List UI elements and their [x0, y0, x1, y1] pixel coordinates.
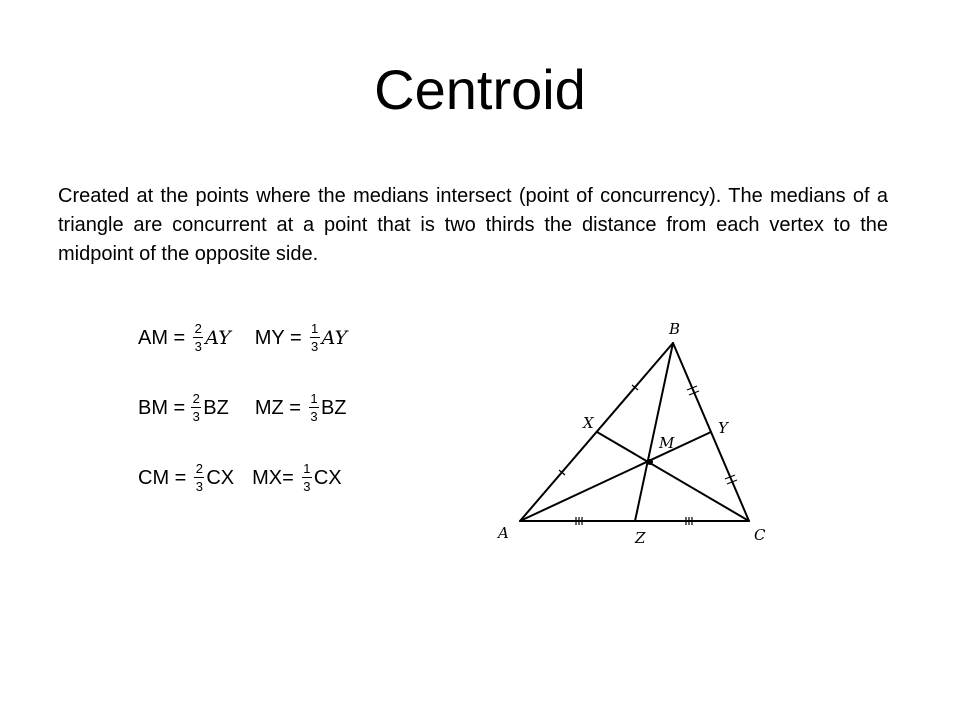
fraction-numerator: 2	[194, 321, 202, 336]
label-a: A	[498, 524, 509, 542]
fraction-numerator: 1	[311, 321, 319, 336]
formula-cm-lhs: CM =	[138, 466, 187, 489]
slide-title: Centroid	[374, 58, 586, 121]
fraction-denominator: 3	[194, 339, 202, 354]
formula-my-lhs: MY =	[254, 326, 302, 349]
formula-row-cm-mx	[138, 456, 342, 500]
formula-mz-lhs: MZ =	[254, 396, 301, 419]
fraction-two-thirds	[193, 322, 203, 354]
label-m: M	[659, 434, 675, 452]
median-bz	[635, 343, 673, 521]
label-y: Y	[718, 419, 728, 437]
fraction-numerator: 2	[192, 391, 200, 406]
label-b: B	[669, 320, 681, 338]
formula-mz-rhs: BZ	[320, 396, 347, 419]
label-c: C	[754, 526, 766, 544]
formula-bm-rhs: BZ	[203, 396, 229, 419]
formula-mx-lhs: MX=	[252, 466, 294, 489]
formula-bm-lhs: BM =	[138, 396, 186, 419]
fraction-two-thirds	[194, 462, 204, 494]
formula-cm-rhs: CX	[206, 466, 235, 489]
fraction-two-thirds	[191, 392, 201, 424]
fraction-one-third	[309, 392, 319, 424]
fraction-denominator: 3	[310, 409, 318, 424]
label-x: X	[583, 414, 594, 432]
formula-my-rhs: AY	[321, 327, 348, 349]
centroid-point	[647, 459, 653, 465]
fraction-numerator: 1	[303, 461, 311, 476]
formula-am-rhs: AY	[205, 327, 231, 349]
fraction-one-third	[310, 322, 320, 354]
fraction-denominator: 3	[192, 409, 200, 424]
fraction-numerator: 1	[310, 391, 318, 406]
centroid-description: Created at the points where the medians intersect (point of concurrency). The medians of a triangle are concurrent at a point that is two thirds the distance from each vertex to the midpoint of the opposite side.	[58, 185, 888, 265]
formula-row-bm-mz	[138, 386, 347, 430]
centroid-triangle-diagram	[490, 310, 790, 560]
fraction-denominator: 3	[303, 479, 311, 494]
median-ay	[520, 432, 711, 521]
label-z: Z	[635, 529, 646, 547]
fraction-denominator: 3	[311, 339, 319, 354]
formula-row-am-my	[138, 316, 347, 360]
formula-am-lhs: AM =	[138, 326, 186, 349]
fraction-one-third	[302, 462, 312, 494]
formula-mx-rhs: CX	[313, 466, 342, 489]
fraction-denominator: 3	[195, 479, 203, 494]
fraction-numerator: 2	[195, 461, 203, 476]
